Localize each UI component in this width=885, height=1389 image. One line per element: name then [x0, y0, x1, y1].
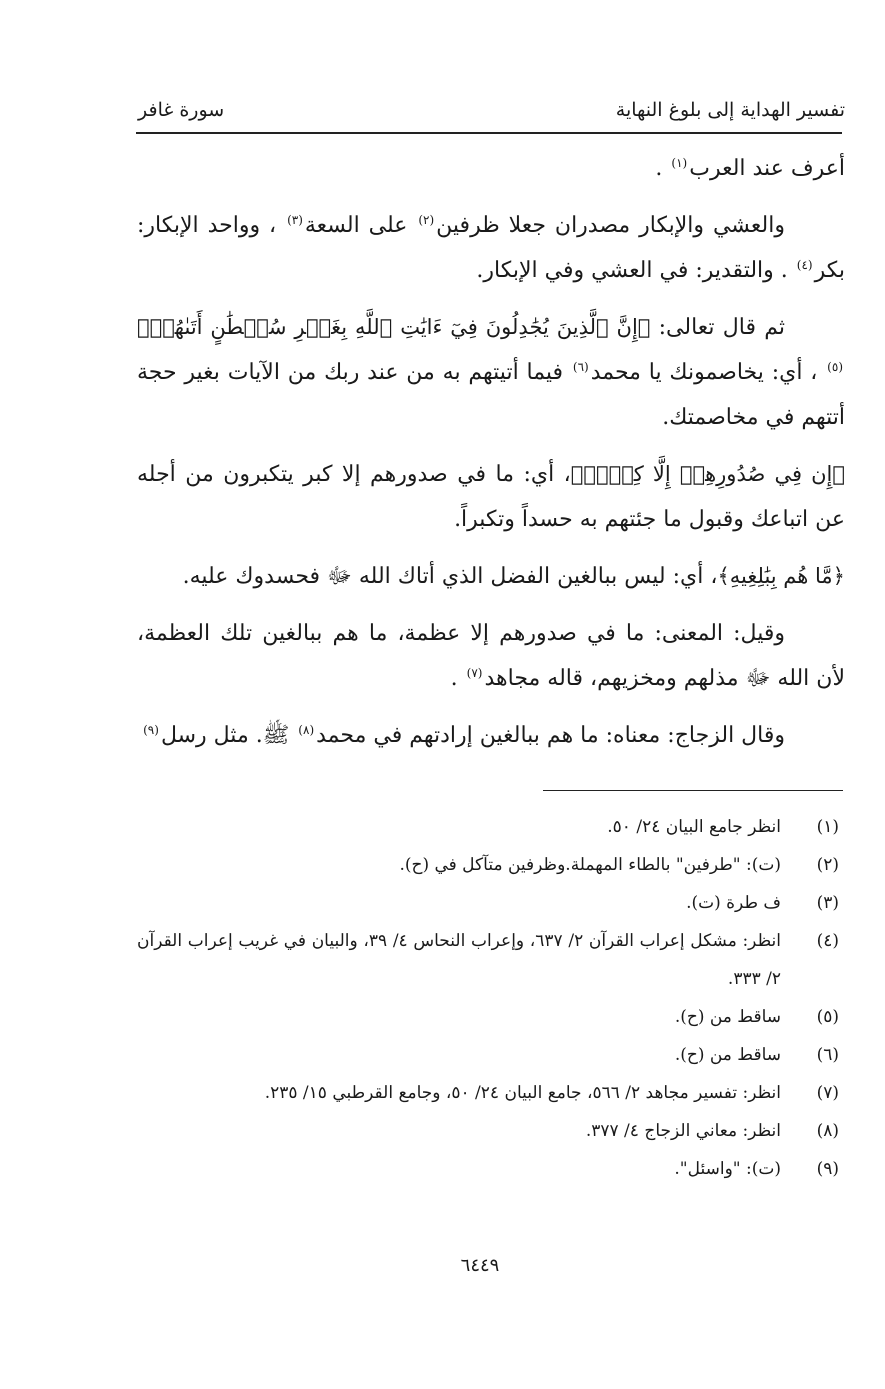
footnote-item — [137, 846, 843, 884]
sura-title: سورة غافر — [138, 99, 225, 121]
footnote-text: انظر: مشكل إعراب القرآن ٢/ ٦٣٧، وإعراب النحاس ٤/ ٣٩، والبيان في غريب إعراب القرآن ٢/ ٣٣٣. — [137, 931, 781, 989]
paragraph — [137, 452, 845, 542]
header-rule — [136, 132, 842, 134]
paragraph-text: ﷺ. مثل رسل — [160, 723, 297, 748]
paragraph-text: ، أي: ما في صدورهم إلا كبر يتكبرون من أجله عن اتباعك وقبول ما جئتهم به حسداً وتكبراً. — [137, 462, 845, 532]
footnote-text: انظر جامع البيان ٢٤/ ٥٠. — [607, 817, 781, 837]
footnote-number: (١) — [816, 817, 839, 837]
footnote-marker: (٤) — [796, 257, 813, 272]
footnote-item — [137, 1074, 843, 1112]
footnote-marker: (٢) — [418, 212, 435, 227]
footnote-number: (٦) — [816, 1045, 839, 1065]
footnote-text: ساقط من (ح). — [674, 1045, 781, 1065]
main-text — [137, 146, 845, 770]
footnote-marker: (٨) — [298, 722, 315, 737]
footnote-marker: (١) — [671, 155, 688, 170]
footnotes-list — [137, 808, 843, 1188]
paragraph — [137, 554, 845, 599]
footnote-text: ساقط من (ح). — [674, 1007, 781, 1027]
paragraph — [137, 203, 845, 293]
paragraph — [137, 611, 845, 701]
paragraph-text: . — [655, 156, 670, 181]
footnote-marker: (٦) — [572, 359, 589, 374]
quran-verse: ﴿إِن فِي صُدُورِهِمۡ إِلَّا كِبۡرٞ﴾ — [570, 462, 845, 486]
footnote-text: انظر: معاني الزجاج ٤/ ٣٧٧. — [585, 1121, 781, 1141]
paragraph — [137, 305, 845, 440]
footnote-marker: (٩) — [143, 722, 159, 737]
footnote-text: انظر: تفسير مجاهد ٢/ ٥٦٦، جامع البيان ٢٤/ ٥٠، وجامع القرطبي ١٥/ ٢٣٥. — [264, 1083, 781, 1103]
footnote-number: (٨) — [816, 1121, 839, 1141]
footnote-item — [137, 1036, 843, 1074]
quran-verse: ﴿مَّا هُم بِبَٰلِغِيهِ﴾ — [717, 564, 845, 588]
paragraph-text: ثم قال تعالى: — [650, 315, 785, 340]
paragraph — [137, 146, 845, 191]
paragraph-text: . والتقدير: في العشي وفي الإبكار. — [476, 258, 795, 283]
footnote-number: (٩) — [816, 1159, 839, 1179]
footnote-item — [137, 1112, 843, 1150]
footnote-marker: (٣) — [287, 212, 303, 227]
running-header — [138, 92, 845, 128]
paragraph-text: ، وواحد الإبكار: بكر — [137, 213, 845, 283]
paragraph-text: وقال الزجاج: معناه: ما هم ببالغين إرادتهم في محمد — [316, 723, 785, 748]
book-title: تفسير الهداية إلى بلوغ النهاية — [615, 99, 845, 121]
footnote-item — [137, 922, 843, 998]
footnote-number: (٤) — [816, 931, 839, 951]
page-number: ٦٤٤٩ — [460, 1255, 500, 1276]
footnote-item — [137, 998, 843, 1036]
footnote-number: (٢) — [816, 855, 839, 875]
paragraph-text: أعرف عند العرب — [689, 156, 845, 181]
paragraph-text: والعشي والإبكار مصدران جعلا ظرفين — [436, 213, 785, 238]
footnote-item — [137, 884, 843, 922]
footnote-item — [137, 1150, 843, 1188]
footnote-text: ف طرة (ت). — [686, 893, 781, 913]
paragraph-text: فيما أتيتهم به من عند ربك من الآيات بغير حجة أتتهم في مخاصمتك. — [137, 360, 845, 430]
paragraph-text: على السعة — [304, 213, 417, 238]
footnote-text: (ت): "واسئل". — [674, 1159, 781, 1179]
paragraph-text: ، أي: ليس ببالغين الفضل الذي أتاك الله ﷻ فحسدوك عليه. — [182, 564, 718, 589]
paragraph-text: . — [450, 666, 465, 691]
paragraph-text: ، أي: يخاصمونك يا محمد — [590, 360, 826, 385]
footnote-item — [137, 808, 843, 846]
paragraph-text: وقيل: المعنى: ما في صدورهم إلا عظمة، ما هم ببالغين تلك العظمة، لأن الله ﷻ مذلهم ومخزيهم، قاله مجاهد — [137, 621, 845, 691]
footnote-number: (٥) — [816, 1007, 839, 1027]
footnote-rule — [543, 790, 843, 791]
quran-verse: ﴿إِنَّ ٱلَّذِينَ يُجَٰدِلُونَ فِيٓ ءَايَٰتِ ٱللَّهِ بِغَيۡرِ سُلۡطَٰنٍ أَتَىٰهُمۡ﴾ — [137, 315, 651, 339]
footnote-number: (٣) — [816, 893, 839, 913]
footnote-marker: (٥) — [827, 359, 843, 374]
footnote-text: (ت): "طرفين" بالطاء المهملة.وظرفين متآكل في (ح). — [399, 855, 781, 875]
paragraph — [137, 713, 845, 758]
footnote-marker: (٧) — [466, 665, 483, 680]
footnote-number: (٧) — [816, 1083, 839, 1103]
